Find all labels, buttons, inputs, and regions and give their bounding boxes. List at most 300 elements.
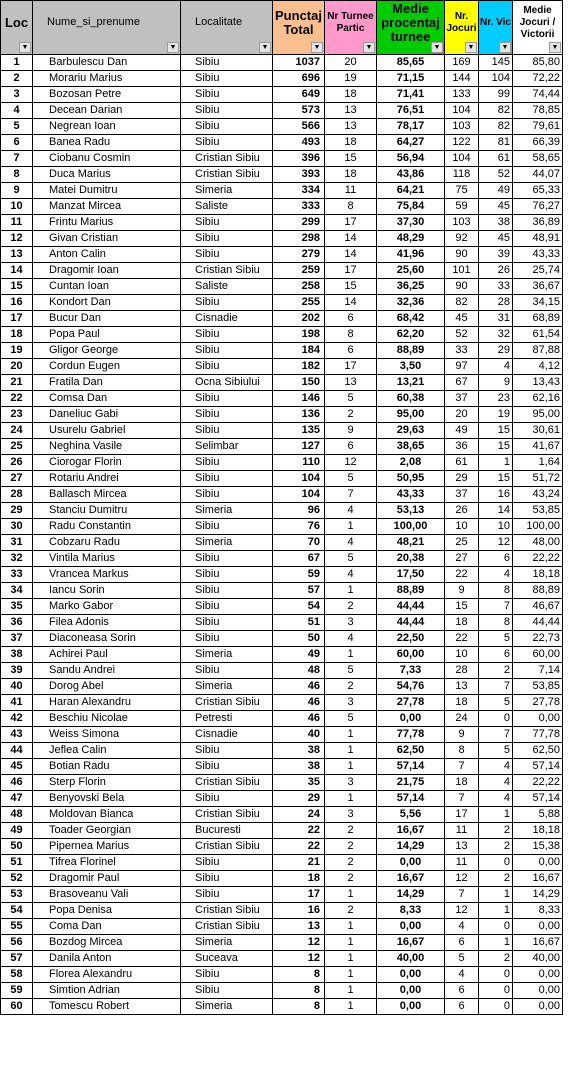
cell-tournaments[interactable]: 6 xyxy=(325,439,377,455)
cell-name[interactable]: Fratila Dan xyxy=(33,375,181,391)
cell-points[interactable]: 16 xyxy=(273,903,325,919)
header-games[interactable] xyxy=(445,1,479,55)
cell-points[interactable]: 127 xyxy=(273,439,325,455)
chevron-down-icon[interactable]: ▼ xyxy=(499,42,511,53)
cell-points[interactable]: 29 xyxy=(273,791,325,807)
cell-name[interactable]: Ciorogar Florin xyxy=(33,455,181,471)
cell-wins[interactable]: 1 xyxy=(479,887,513,903)
cell-games[interactable]: 45 xyxy=(445,311,479,327)
cell-city[interactable]: Cristian Sibiu xyxy=(181,775,273,791)
chevron-down-icon[interactable]: ▼ xyxy=(363,42,375,53)
cell-name[interactable]: Radu Constantin xyxy=(33,519,181,535)
cell-rank[interactable]: 36 xyxy=(1,615,33,631)
cell-percentage[interactable]: 53,13 xyxy=(377,503,445,519)
cell-name[interactable]: Dorog Abel xyxy=(33,679,181,695)
cell-percentage[interactable]: 60,38 xyxy=(377,391,445,407)
cell-points[interactable]: 566 xyxy=(273,119,325,135)
cell-wins[interactable]: 5 xyxy=(479,743,513,759)
cell-rank[interactable]: 12 xyxy=(1,231,33,247)
table-row[interactable] xyxy=(1,183,563,199)
table-row[interactable] xyxy=(1,455,563,471)
cell-city[interactable]: Sibiu xyxy=(181,231,273,247)
cell-games[interactable]: 24 xyxy=(445,711,479,727)
cell-name[interactable]: Florea Alexandru xyxy=(33,967,181,983)
cell-wins[interactable]: 39 xyxy=(479,247,513,263)
cell-wins[interactable]: 145 xyxy=(479,55,513,71)
cell-percentage[interactable]: 50,95 xyxy=(377,471,445,487)
cell-rank[interactable]: 49 xyxy=(1,823,33,839)
cell-name[interactable]: Cordun Eugen xyxy=(33,359,181,375)
cell-wins[interactable]: 49 xyxy=(479,183,513,199)
cell-win-average[interactable]: 58,65 xyxy=(513,151,563,167)
cell-games[interactable]: 25 xyxy=(445,535,479,551)
cell-percentage[interactable]: 48,21 xyxy=(377,535,445,551)
cell-games[interactable]: 61 xyxy=(445,455,479,471)
cell-wins[interactable]: 38 xyxy=(479,215,513,231)
cell-win-average[interactable]: 85,80 xyxy=(513,55,563,71)
cell-games[interactable]: 9 xyxy=(445,727,479,743)
cell-points[interactable]: 333 xyxy=(273,199,325,215)
cell-games[interactable]: 4 xyxy=(445,919,479,935)
cell-win-average[interactable]: 0,00 xyxy=(513,999,563,1015)
cell-name[interactable]: Gligor George xyxy=(33,343,181,359)
cell-wins[interactable]: 99 xyxy=(479,87,513,103)
cell-wins[interactable]: 10 xyxy=(479,519,513,535)
cell-win-average[interactable]: 41,67 xyxy=(513,439,563,455)
cell-name[interactable]: Kondort Dan xyxy=(33,295,181,311)
cell-win-average[interactable]: 88,89 xyxy=(513,583,563,599)
cell-wins[interactable]: 28 xyxy=(479,295,513,311)
cell-wins[interactable]: 26 xyxy=(479,263,513,279)
table-row[interactable] xyxy=(1,615,563,631)
table-row[interactable] xyxy=(1,295,563,311)
cell-win-average[interactable]: 4,12 xyxy=(513,359,563,375)
cell-wins[interactable]: 7 xyxy=(479,727,513,743)
cell-tournaments[interactable]: 18 xyxy=(325,167,377,183)
cell-win-average[interactable]: 74,44 xyxy=(513,87,563,103)
cell-percentage[interactable]: 56,94 xyxy=(377,151,445,167)
cell-rank[interactable]: 60 xyxy=(1,999,33,1015)
cell-points[interactable]: 21 xyxy=(273,855,325,871)
cell-name[interactable]: Jeflea Calin xyxy=(33,743,181,759)
cell-name[interactable]: Marko Gabor xyxy=(33,599,181,615)
cell-games[interactable]: 37 xyxy=(445,487,479,503)
cell-win-average[interactable]: 0,00 xyxy=(513,711,563,727)
cell-rank[interactable]: 47 xyxy=(1,791,33,807)
table-row[interactable] xyxy=(1,903,563,919)
table-row[interactable] xyxy=(1,935,563,951)
table-row[interactable] xyxy=(1,567,563,583)
cell-win-average[interactable]: 7,14 xyxy=(513,663,563,679)
cell-percentage[interactable]: 40,00 xyxy=(377,951,445,967)
cell-city[interactable]: Sibiu xyxy=(181,71,273,87)
cell-points[interactable]: 76 xyxy=(273,519,325,535)
cell-city[interactable]: Sibiu xyxy=(181,135,273,151)
cell-city[interactable]: Simeria xyxy=(181,535,273,551)
cell-tournaments[interactable]: 20 xyxy=(325,55,377,71)
cell-rank[interactable]: 58 xyxy=(1,967,33,983)
table-row[interactable] xyxy=(1,263,563,279)
cell-rank[interactable]: 3 xyxy=(1,87,33,103)
cell-wins[interactable]: 0 xyxy=(479,711,513,727)
cell-tournaments[interactable]: 2 xyxy=(325,855,377,871)
cell-points[interactable]: 24 xyxy=(273,807,325,823)
cell-rank[interactable]: 27 xyxy=(1,471,33,487)
cell-city[interactable]: Simeria xyxy=(181,679,273,695)
cell-points[interactable]: 46 xyxy=(273,679,325,695)
cell-win-average[interactable]: 62,50 xyxy=(513,743,563,759)
cell-name[interactable]: Brasoveanu Vali xyxy=(33,887,181,903)
chevron-down-icon[interactable]: ▼ xyxy=(311,42,323,53)
cell-name[interactable]: Matei Dumitru xyxy=(33,183,181,199)
cell-percentage[interactable]: 16,67 xyxy=(377,871,445,887)
cell-percentage[interactable]: 20,38 xyxy=(377,551,445,567)
cell-rank[interactable]: 19 xyxy=(1,343,33,359)
cell-rank[interactable]: 5 xyxy=(1,119,33,135)
cell-points[interactable]: 40 xyxy=(273,727,325,743)
table-row[interactable] xyxy=(1,743,563,759)
cell-percentage[interactable]: 60,00 xyxy=(377,647,445,663)
cell-city[interactable]: Cristian Sibiu xyxy=(181,695,273,711)
cell-tournaments[interactable]: 2 xyxy=(325,839,377,855)
cell-city[interactable]: Cristian Sibiu xyxy=(181,903,273,919)
cell-city[interactable]: Cristian Sibiu xyxy=(181,151,273,167)
cell-rank[interactable]: 59 xyxy=(1,983,33,999)
cell-tournaments[interactable]: 5 xyxy=(325,551,377,567)
cell-rank[interactable]: 8 xyxy=(1,167,33,183)
cell-name[interactable]: Morariu Marius xyxy=(33,71,181,87)
cell-city[interactable]: Sibiu xyxy=(181,471,273,487)
cell-points[interactable]: 70 xyxy=(273,535,325,551)
cell-name[interactable]: Vrancea Markus xyxy=(33,567,181,583)
cell-wins[interactable]: 45 xyxy=(479,231,513,247)
cell-tournaments[interactable]: 1 xyxy=(325,935,377,951)
cell-wins[interactable]: 23 xyxy=(479,391,513,407)
cell-city[interactable]: Sibiu xyxy=(181,871,273,887)
cell-wins[interactable]: 5 xyxy=(479,695,513,711)
cell-win-average[interactable]: 76,27 xyxy=(513,199,563,215)
cell-percentage[interactable]: 48,29 xyxy=(377,231,445,247)
cell-city[interactable]: Sibiu xyxy=(181,247,273,263)
cell-games[interactable]: 4 xyxy=(445,967,479,983)
cell-percentage[interactable]: 0,00 xyxy=(377,855,445,871)
table-row[interactable] xyxy=(1,631,563,647)
chevron-down-icon[interactable]: ▼ xyxy=(259,42,271,53)
cell-city[interactable]: Selimbar xyxy=(181,439,273,455)
cell-percentage[interactable]: 17,50 xyxy=(377,567,445,583)
cell-win-average[interactable]: 61,54 xyxy=(513,327,563,343)
cell-tournaments[interactable]: 2 xyxy=(325,823,377,839)
cell-name[interactable]: Negrean Ioan xyxy=(33,119,181,135)
cell-name[interactable]: Moldovan Bianca xyxy=(33,807,181,823)
cell-percentage[interactable]: 41,96 xyxy=(377,247,445,263)
cell-tournaments[interactable]: 1 xyxy=(325,759,377,775)
cell-points[interactable]: 8 xyxy=(273,983,325,999)
cell-tournaments[interactable]: 14 xyxy=(325,231,377,247)
cell-name[interactable]: Achirei Paul xyxy=(33,647,181,663)
cell-win-average[interactable]: 51,72 xyxy=(513,471,563,487)
cell-games[interactable]: 10 xyxy=(445,519,479,535)
cell-tournaments[interactable]: 4 xyxy=(325,503,377,519)
cell-tournaments[interactable]: 18 xyxy=(325,135,377,151)
table-row[interactable] xyxy=(1,407,563,423)
cell-rank[interactable]: 20 xyxy=(1,359,33,375)
chevron-down-icon[interactable]: ▼ xyxy=(549,42,561,53)
cell-city[interactable]: Cristian Sibiu xyxy=(181,807,273,823)
cell-win-average[interactable]: 0,00 xyxy=(513,919,563,935)
cell-name[interactable]: Benyovski Bela xyxy=(33,791,181,807)
cell-city[interactable]: Sibiu xyxy=(181,391,273,407)
cell-wins[interactable]: 33 xyxy=(479,279,513,295)
cell-percentage[interactable]: 85,65 xyxy=(377,55,445,71)
cell-city[interactable]: Sibiu xyxy=(181,295,273,311)
cell-points[interactable]: 493 xyxy=(273,135,325,151)
cell-percentage[interactable]: 68,42 xyxy=(377,311,445,327)
table-row[interactable] xyxy=(1,983,563,999)
cell-tournaments[interactable]: 7 xyxy=(325,487,377,503)
cell-points[interactable]: 279 xyxy=(273,247,325,263)
table-row[interactable] xyxy=(1,999,563,1015)
cell-percentage[interactable]: 16,67 xyxy=(377,935,445,951)
cell-win-average[interactable]: 13,43 xyxy=(513,375,563,391)
cell-games[interactable]: 6 xyxy=(445,935,479,951)
cell-percentage[interactable]: 0,00 xyxy=(377,711,445,727)
cell-tournaments[interactable]: 5 xyxy=(325,663,377,679)
cell-points[interactable]: 255 xyxy=(273,295,325,311)
cell-wins[interactable]: 82 xyxy=(479,103,513,119)
cell-city[interactable]: Saliste xyxy=(181,199,273,215)
cell-games[interactable]: 36 xyxy=(445,439,479,455)
cell-city[interactable]: Bucuresti xyxy=(181,823,273,839)
cell-name[interactable]: Anton Calin xyxy=(33,247,181,263)
cell-name[interactable]: Dragomir Paul xyxy=(33,871,181,887)
table-row[interactable] xyxy=(1,327,563,343)
cell-tournaments[interactable]: 13 xyxy=(325,119,377,135)
cell-tournaments[interactable]: 1 xyxy=(325,919,377,935)
cell-points[interactable]: 396 xyxy=(273,151,325,167)
cell-points[interactable]: 59 xyxy=(273,567,325,583)
cell-wins[interactable]: 0 xyxy=(479,855,513,871)
cell-win-average[interactable]: 34,15 xyxy=(513,295,563,311)
cell-points[interactable]: 12 xyxy=(273,951,325,967)
cell-win-average[interactable]: 8,33 xyxy=(513,903,563,919)
cell-tournaments[interactable]: 4 xyxy=(325,631,377,647)
table-row[interactable] xyxy=(1,679,563,695)
cell-rank[interactable]: 42 xyxy=(1,711,33,727)
cell-percentage[interactable]: 64,27 xyxy=(377,135,445,151)
cell-city[interactable]: Sibiu xyxy=(181,551,273,567)
cell-win-average[interactable]: 78,85 xyxy=(513,103,563,119)
cell-city[interactable]: Cisnadie xyxy=(181,727,273,743)
cell-percentage[interactable]: 88,89 xyxy=(377,583,445,599)
cell-wins[interactable]: 2 xyxy=(479,951,513,967)
cell-wins[interactable]: 2 xyxy=(479,823,513,839)
cell-name[interactable]: Frintu Marius xyxy=(33,215,181,231)
cell-wins[interactable]: 0 xyxy=(479,999,513,1015)
cell-city[interactable]: Sibiu xyxy=(181,887,273,903)
cell-name[interactable]: Botian Radu xyxy=(33,759,181,775)
cell-percentage[interactable]: 43,86 xyxy=(377,167,445,183)
cell-wins[interactable]: 1 xyxy=(479,903,513,919)
cell-games[interactable]: 18 xyxy=(445,615,479,631)
table-row[interactable] xyxy=(1,887,563,903)
cell-name[interactable]: Bucur Dan xyxy=(33,311,181,327)
header-percentage[interactable] xyxy=(377,1,445,55)
table-row[interactable] xyxy=(1,311,563,327)
table-row[interactable] xyxy=(1,919,563,935)
cell-name[interactable]: Usurelu Gabriel xyxy=(33,423,181,439)
table-row[interactable] xyxy=(1,807,563,823)
cell-city[interactable]: Simeria xyxy=(181,999,273,1015)
cell-rank[interactable]: 35 xyxy=(1,599,33,615)
cell-wins[interactable]: 8 xyxy=(479,615,513,631)
cell-name[interactable]: Neghina Vasile xyxy=(33,439,181,455)
cell-rank[interactable]: 38 xyxy=(1,647,33,663)
cell-name[interactable]: Comsa Dan xyxy=(33,391,181,407)
cell-games[interactable]: 28 xyxy=(445,663,479,679)
cell-city[interactable]: Sibiu xyxy=(181,791,273,807)
cell-points[interactable]: 104 xyxy=(273,487,325,503)
cell-wins[interactable]: 2 xyxy=(479,871,513,887)
cell-wins[interactable]: 7 xyxy=(479,679,513,695)
cell-points[interactable]: 57 xyxy=(273,583,325,599)
cell-win-average[interactable]: 100,00 xyxy=(513,519,563,535)
cell-percentage[interactable]: 54,76 xyxy=(377,679,445,695)
cell-name[interactable]: Bozdog Mircea xyxy=(33,935,181,951)
cell-city[interactable]: Sibiu xyxy=(181,103,273,119)
cell-city[interactable]: Simeria xyxy=(181,647,273,663)
cell-tournaments[interactable]: 1 xyxy=(325,647,377,663)
cell-points[interactable]: 104 xyxy=(273,471,325,487)
cell-win-average[interactable]: 46,67 xyxy=(513,599,563,615)
cell-name[interactable]: Stanciu Dumitru xyxy=(33,503,181,519)
header-tournaments[interactable] xyxy=(325,1,377,55)
cell-city[interactable]: Cristian Sibiu xyxy=(181,263,273,279)
cell-city[interactable]: Sibiu xyxy=(181,567,273,583)
cell-rank[interactable]: 30 xyxy=(1,519,33,535)
cell-points[interactable]: 22 xyxy=(273,823,325,839)
cell-percentage[interactable]: 29,63 xyxy=(377,423,445,439)
cell-win-average[interactable]: 48,00 xyxy=(513,535,563,551)
cell-win-average[interactable]: 18,18 xyxy=(513,823,563,839)
cell-city[interactable]: Sibiu xyxy=(181,519,273,535)
cell-win-average[interactable]: 30,61 xyxy=(513,423,563,439)
cell-city[interactable]: Sibiu xyxy=(181,359,273,375)
cell-percentage[interactable]: 25,60 xyxy=(377,263,445,279)
cell-name[interactable]: Weiss Simona xyxy=(33,727,181,743)
table-row[interactable] xyxy=(1,151,563,167)
table-row[interactable] xyxy=(1,247,563,263)
cell-wins[interactable]: 4 xyxy=(479,567,513,583)
cell-tournaments[interactable]: 4 xyxy=(325,535,377,551)
cell-tournaments[interactable]: 5 xyxy=(325,471,377,487)
cell-wins[interactable]: 1 xyxy=(479,455,513,471)
cell-percentage[interactable]: 14,29 xyxy=(377,887,445,903)
cell-wins[interactable]: 61 xyxy=(479,151,513,167)
cell-percentage[interactable]: 71,41 xyxy=(377,87,445,103)
cell-city[interactable]: Cristian Sibiu xyxy=(181,919,273,935)
table-row[interactable] xyxy=(1,119,563,135)
cell-rank[interactable]: 28 xyxy=(1,487,33,503)
cell-percentage[interactable]: 21,75 xyxy=(377,775,445,791)
cell-points[interactable]: 13 xyxy=(273,919,325,935)
cell-city[interactable]: Sibiu xyxy=(181,631,273,647)
cell-tournaments[interactable]: 2 xyxy=(325,903,377,919)
table-row[interactable] xyxy=(1,423,563,439)
cell-points[interactable]: 334 xyxy=(273,183,325,199)
cell-rank[interactable]: 6 xyxy=(1,135,33,151)
cell-win-average[interactable]: 22,73 xyxy=(513,631,563,647)
table-row[interactable] xyxy=(1,231,563,247)
cell-percentage[interactable]: 44,44 xyxy=(377,615,445,631)
cell-percentage[interactable]: 62,50 xyxy=(377,743,445,759)
cell-rank[interactable]: 17 xyxy=(1,311,33,327)
cell-points[interactable]: 135 xyxy=(273,423,325,439)
cell-tournaments[interactable]: 1 xyxy=(325,727,377,743)
cell-rank[interactable]: 15 xyxy=(1,279,33,295)
cell-games[interactable]: 52 xyxy=(445,327,479,343)
cell-city[interactable]: Sibiu xyxy=(181,599,273,615)
cell-tournaments[interactable]: 1 xyxy=(325,583,377,599)
table-row[interactable] xyxy=(1,759,563,775)
cell-percentage[interactable]: 36,25 xyxy=(377,279,445,295)
cell-win-average[interactable]: 53,85 xyxy=(513,679,563,695)
cell-name[interactable]: Danila Anton xyxy=(33,951,181,967)
cell-win-average[interactable]: 18,18 xyxy=(513,567,563,583)
cell-percentage[interactable]: 88,89 xyxy=(377,343,445,359)
cell-rank[interactable]: 10 xyxy=(1,199,33,215)
cell-rank[interactable]: 23 xyxy=(1,407,33,423)
cell-points[interactable]: 96 xyxy=(273,503,325,519)
cell-name[interactable]: Tomescu Robert xyxy=(33,999,181,1015)
cell-points[interactable]: 38 xyxy=(273,743,325,759)
cell-tournaments[interactable]: 4 xyxy=(325,567,377,583)
cell-name[interactable]: Dragomir Ioan xyxy=(33,263,181,279)
table-row[interactable] xyxy=(1,519,563,535)
cell-percentage[interactable]: 14,29 xyxy=(377,839,445,855)
cell-city[interactable]: Petresti xyxy=(181,711,273,727)
cell-name[interactable]: Coma Dan xyxy=(33,919,181,935)
cell-games[interactable]: 7 xyxy=(445,887,479,903)
cell-city[interactable]: Sibiu xyxy=(181,983,273,999)
table-row[interactable] xyxy=(1,711,563,727)
cell-win-average[interactable]: 43,24 xyxy=(513,487,563,503)
cell-rank[interactable]: 25 xyxy=(1,439,33,455)
cell-city[interactable]: Sibiu xyxy=(181,487,273,503)
cell-percentage[interactable]: 37,30 xyxy=(377,215,445,231)
cell-games[interactable]: 6 xyxy=(445,999,479,1015)
table-row[interactable] xyxy=(1,215,563,231)
cell-games[interactable]: 82 xyxy=(445,295,479,311)
cell-percentage[interactable]: 13,21 xyxy=(377,375,445,391)
cell-tournaments[interactable]: 15 xyxy=(325,279,377,295)
cell-win-average[interactable]: 1,64 xyxy=(513,455,563,471)
cell-city[interactable]: Cristian Sibiu xyxy=(181,167,273,183)
cell-points[interactable]: 49 xyxy=(273,647,325,663)
cell-points[interactable]: 299 xyxy=(273,215,325,231)
cell-games[interactable]: 11 xyxy=(445,855,479,871)
table-row[interactable] xyxy=(1,823,563,839)
cell-win-average[interactable]: 0,00 xyxy=(513,967,563,983)
table-row[interactable] xyxy=(1,663,563,679)
cell-points[interactable]: 146 xyxy=(273,391,325,407)
cell-percentage[interactable]: 8,33 xyxy=(377,903,445,919)
cell-win-average[interactable]: 16,67 xyxy=(513,935,563,951)
cell-tournaments[interactable]: 1 xyxy=(325,743,377,759)
cell-wins[interactable]: 4 xyxy=(479,359,513,375)
table-row[interactable] xyxy=(1,871,563,887)
cell-rank[interactable]: 4 xyxy=(1,103,33,119)
